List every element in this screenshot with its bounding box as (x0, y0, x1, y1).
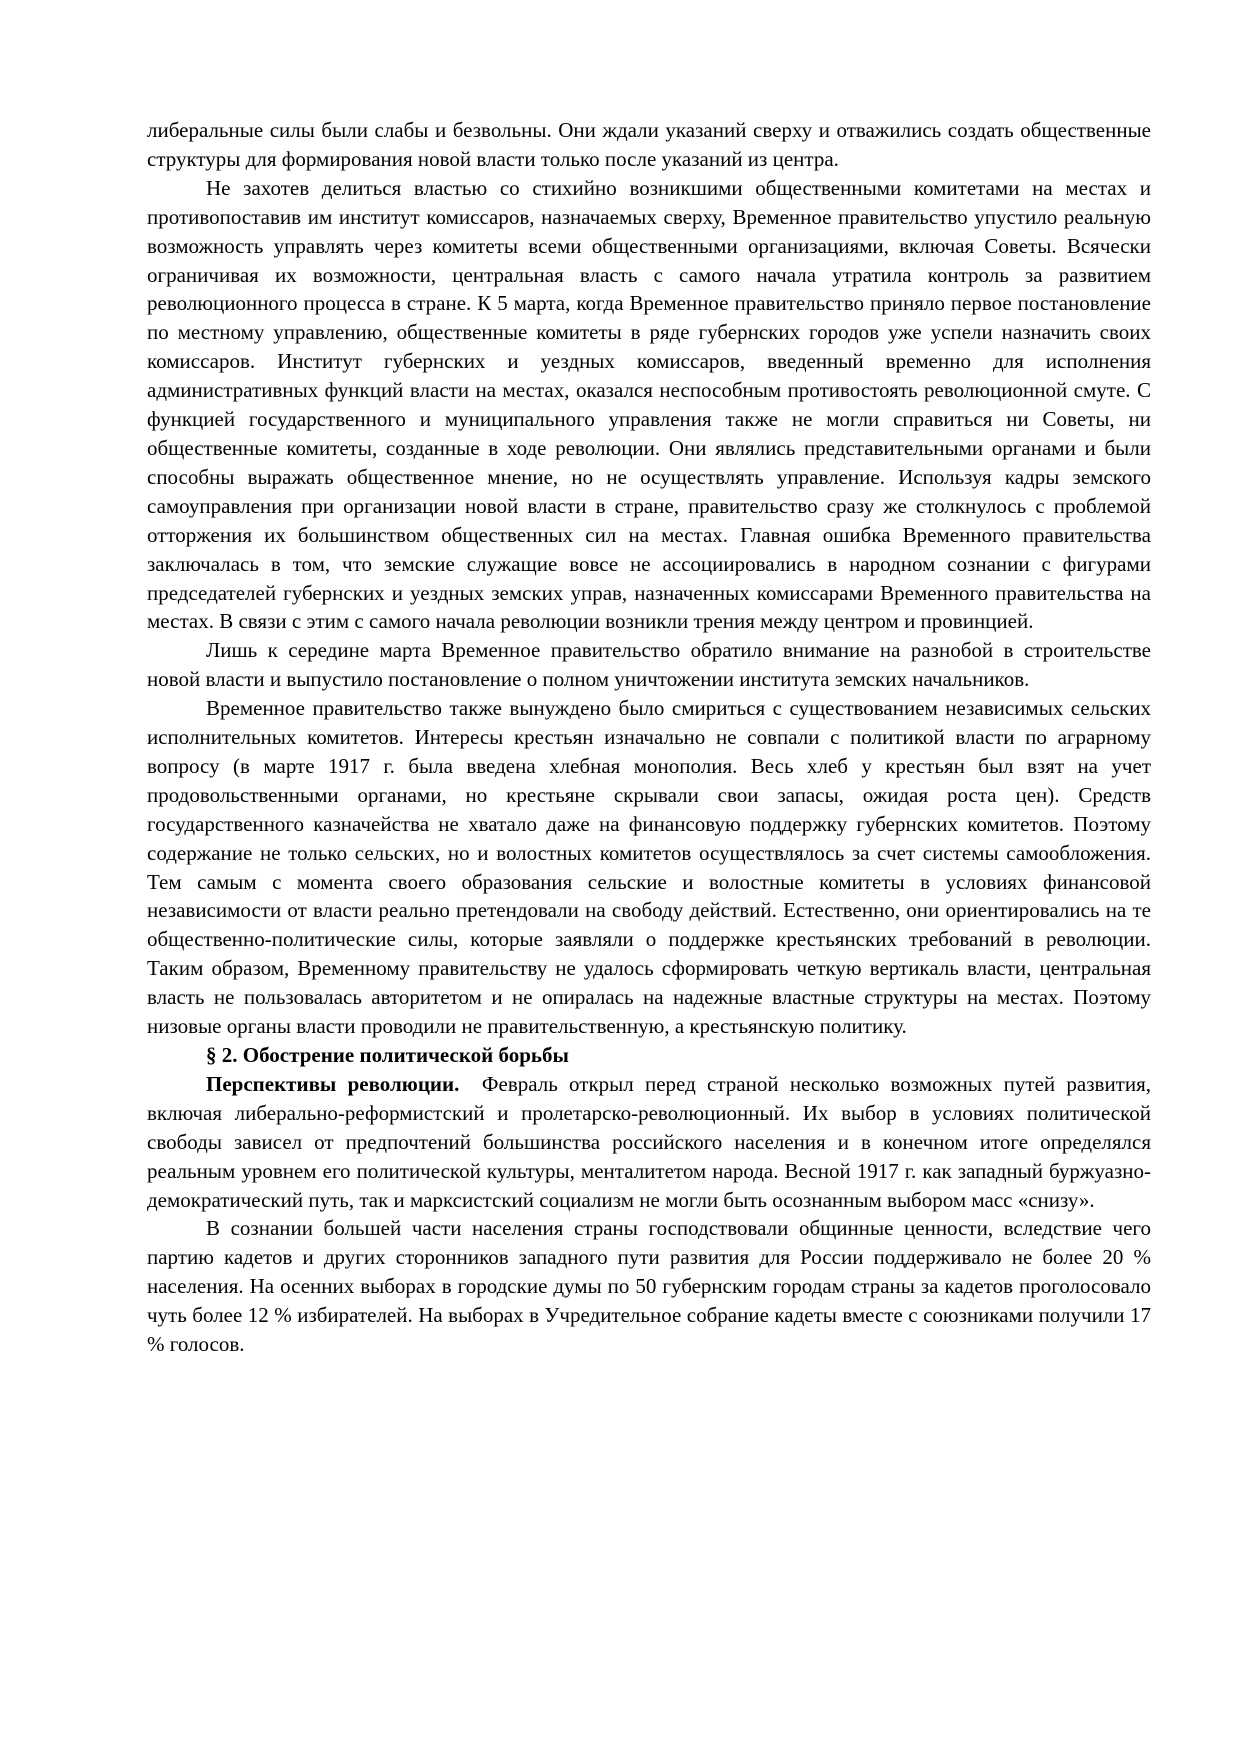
subsection-runin-heading: Перспективы революции. (206, 1071, 460, 1096)
paragraph-3: Лишь к середине марта Временное правительство обратило внимание на разнобой в строительстве новой власти и выпустило постановление о полном уничтожении института земских начальников. (147, 638, 1151, 692)
subsection-paragraph (147, 1070, 1151, 1215)
paragraph-4: Временное правительство также вынуждено было смириться с существованием независимых сельских исполнительных комитетов. Интересы крестьян изначально не совпали с политикой власти по аграрному вопросу (в марте 1917 г. была введена хлебная монополия. Весь хлеб у крестьян был взят на учет продовольственными органами, но крестьяне скрывали свои запасы, ожидая роста цен). Средств государственного казначейства не хватало даже на финансовую поддержку губернских комитетов. Поэтому содержание не только сельских, но и волостных комитетов осуществлялось за счет системы самообложения. Тем самым с момента своего образования сельские и волостные комитеты в условиях финансовой независимости от власти реально претендовали на свободу действий. Естественно, они ориентировались на те общественно-политические силы, которые заявляли о поддержке крестьянских требований в революции. Таким образом, Временному правительству не удалось сформировать четкую вертикаль власти, центральная власть не пользовалась авторитетом и не опиралась на надежные властные структуры на местах. Поэтому низовые органы власти проводили не правительственную, а крестьянскую политику. (147, 696, 1151, 1039)
document-page (147, 116, 1151, 1359)
paragraph-1: либеральные силы были слабы и безвольны. Они ждали указаний сверху и отважились создать общественные структуры для формирования новой власти только после указаний из центра. (147, 118, 1151, 171)
paragraph-last: В сознании большей части населения страны господствовали общинные ценности, вследствие чего партию кадетов и других сторонников западного пути развития для России поддерживало не более 20 % населения. На осенних выборах в городские думы по 50 губернским городам страны за кадетов проголосовало чуть более 12 % избирателей. На выборах в Учредительное собрание кадеты вместе с союзниками получили 17 % голосов. (147, 1216, 1151, 1357)
subsection-text: Февраль открыл перед страной несколько возможных путей развития, включая либерально-реформистский и пролетарско-революционный. Их выбор в условиях политической свободы зависел от предпочтений большинства российского населения и в конечном итоге определялся реальным уровнем его политической культуры, менталитетом народа. Весной 1917 г. как западный буржуазно-демократический путь, так и марксистский социализм не могли быть осознанным выбором масс «снизу». (147, 1071, 1152, 1212)
section-heading: § 2. Обострение политической борьбы (206, 1043, 569, 1067)
paragraph-2: Не захотев делиться властью со стихийно возникшими общественными комитетами на местах и противопоставив им институт комиссаров, назначаемых сверху, Временное правительство упустило реальную возможность управлять через комитеты всеми общественными организациями, включая Советы. Всячески ограничивая их возможности, центральная власть с самого начала утратила контроль за развитием революционного процесса в стране. К 5 марта, когда Временное правительство приняло первое постановление по местному управлению, общественные комитеты в ряде губернских городов уже успели назначить своих комиссаров. Институт губернских и уездных комиссаров, введенный временно для исполнения административных функций власти на местах, оказался неспособным противостоять революционной смуте. С функцией государственного и муниципального управления также не могли справиться ни Советы, ни общественные комитеты, созданные в ходе революции. Они являлись представительными органами и были способны выражать общественное мнение, но не осуществлять управление. Используя кадры земского самоуправления при организации новой власти в стране, правительство сразу же столкнулось с проблемой отторжения их большинством общественных сил на местах. Главная ошибка Временного правительства заключалась в том, что земские служащие вовсе не ассоциировались в народном сознании с фигурами председателей губернских и уездных земских управ, назначенных комиссарами Временного правительства на местах. В связи с этим с самого начала революции возникли трения между центром и провинцией. (147, 175, 1151, 634)
